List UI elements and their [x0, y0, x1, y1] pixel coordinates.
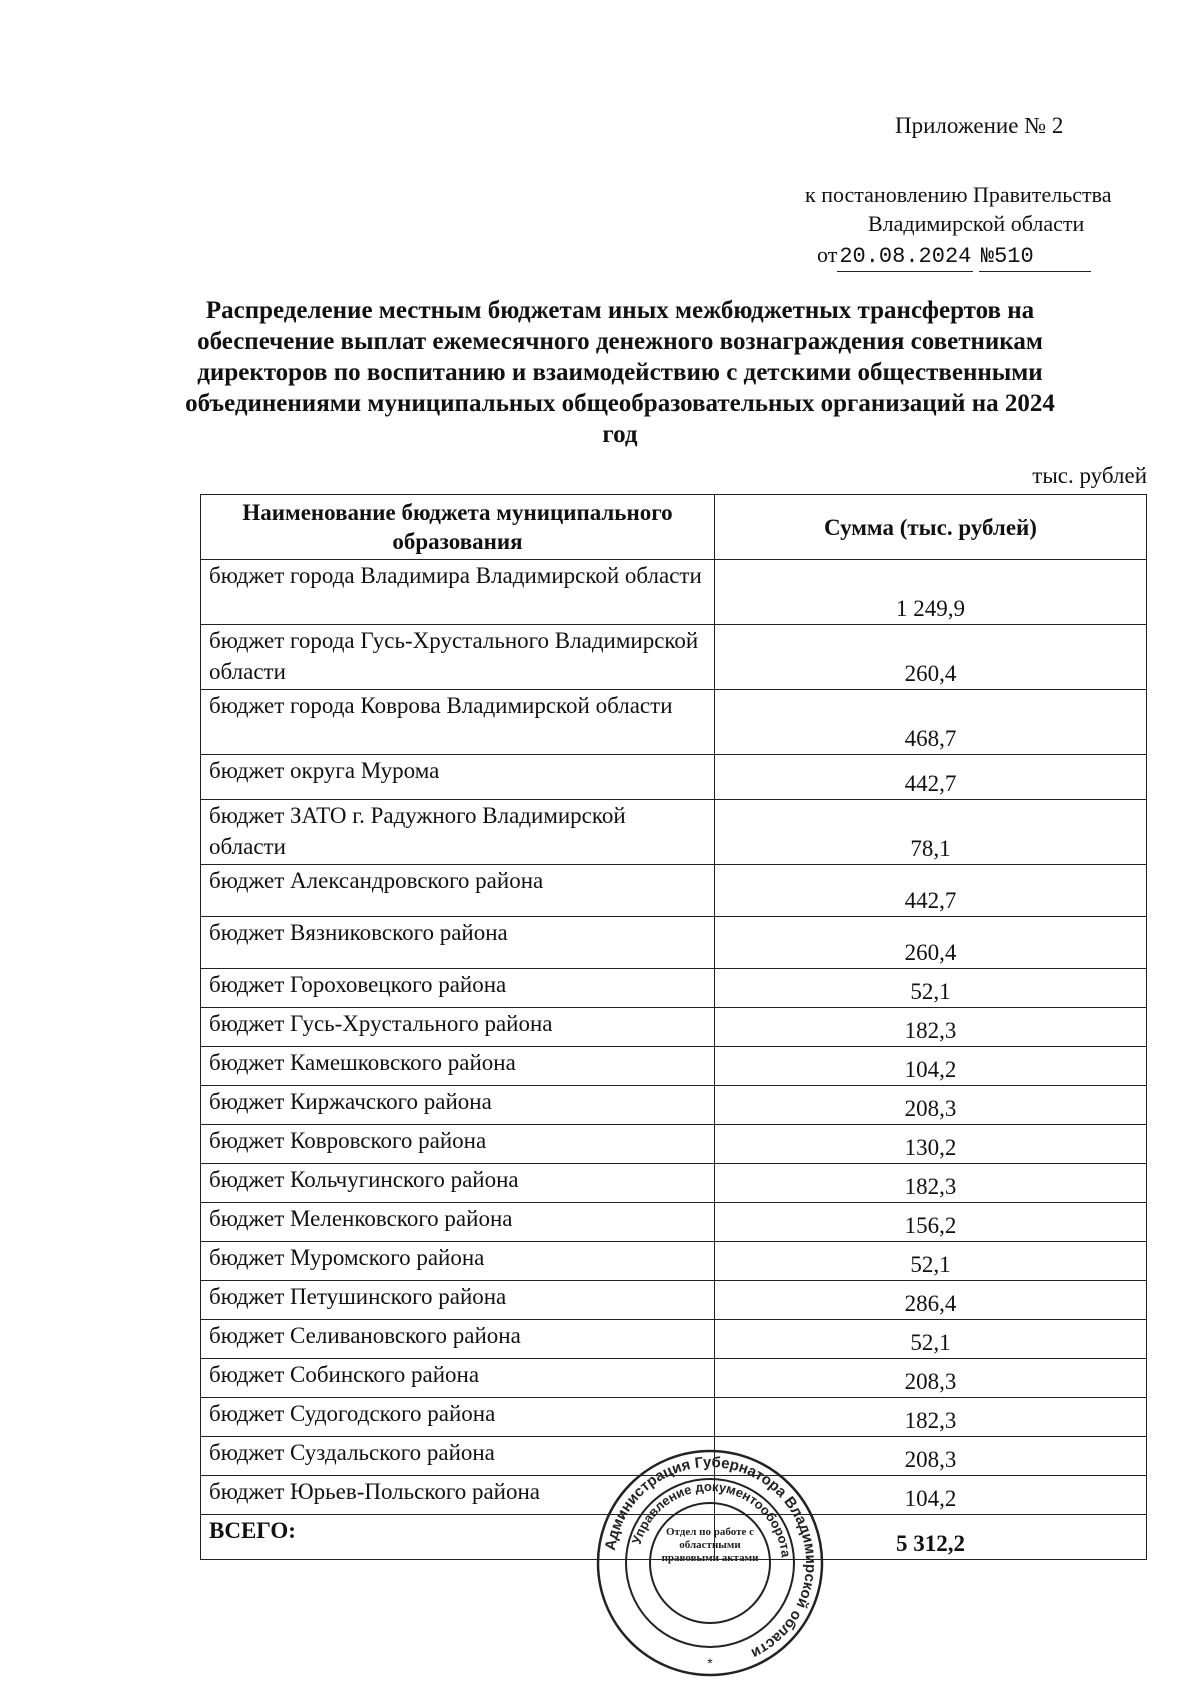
- budget-amount: 468,7: [715, 690, 1147, 755]
- table-row: [201, 865, 1147, 917]
- budget-amount: 260,4: [715, 917, 1147, 969]
- table-row: [201, 1203, 1147, 1242]
- decree-number-field: [979, 242, 1091, 272]
- table-row: [201, 1047, 1147, 1086]
- decree-reference: [805, 180, 1145, 272]
- stamp-outer-text: Администрация Губернатора Владимирской области: [601, 1453, 820, 1662]
- budget-name: бюджет округа Мурома: [201, 755, 715, 800]
- budget-name: бюджет Вязниковского района: [201, 917, 715, 969]
- official-stamp: [595, 1448, 825, 1678]
- budget-name: бюджет Гусь-Хрустального района: [201, 1008, 715, 1047]
- budget-amount: 286,4: [715, 1281, 1147, 1320]
- budget-name: бюджет города Гусь-Хрустального Владимирской области: [201, 625, 715, 690]
- column-header-name: Наименование бюджета муниципального образования: [201, 495, 715, 560]
- table-row: [201, 969, 1147, 1008]
- total-label: ВСЕГО:: [201, 1515, 715, 1560]
- budget-amount: 182,3: [715, 1398, 1147, 1437]
- budget-amount: 130,2: [715, 1125, 1147, 1164]
- decree-date: 20.08.2024: [837, 242, 973, 272]
- budget-amount: 182,3: [715, 1008, 1147, 1047]
- appendix-title: Приложение № 2: [895, 113, 1064, 138]
- budget-name: бюджет Гороховецкого района: [201, 969, 715, 1008]
- budget-amount: 208,3: [715, 1359, 1147, 1398]
- budget-name: бюджет Собинского района: [201, 1359, 715, 1398]
- table-row: [201, 560, 1147, 625]
- table-row: [201, 1086, 1147, 1125]
- decree-number-label: №: [980, 244, 995, 269]
- table-row: [201, 1242, 1147, 1281]
- column-header-amount: Сумма (тыс. рублей): [715, 495, 1147, 560]
- budget-name: бюджет Меленковского района: [201, 1203, 715, 1242]
- budget-amount: 442,7: [715, 865, 1147, 917]
- budget-amount: 260,4: [715, 625, 1147, 690]
- budget-name: бюджет Селивановского района: [201, 1320, 715, 1359]
- table-row: [201, 690, 1147, 755]
- budget-amount: 208,3: [715, 1437, 1147, 1476]
- stamp-middle-text: Управление документооборота: [628, 1478, 794, 1558]
- budget-amount: 208,3: [715, 1086, 1147, 1125]
- decree-number: 510: [994, 244, 1034, 269]
- budget-name: бюджет Судогодского района: [201, 1398, 715, 1437]
- budget-name: бюджет ЗАТО г. Радужного Владимирской области: [201, 800, 715, 865]
- decree-line-1: к постановлению Правительства: [805, 182, 1112, 207]
- budget-name: бюджет города Коврова Владимирской области: [201, 690, 715, 755]
- budget-name: бюджет Ковровского района: [201, 1125, 715, 1164]
- decree-from-label: от: [817, 242, 838, 267]
- budget-name: бюджет Суздальского района: [201, 1437, 715, 1476]
- stamp-center-text: Отдел по работе с областными правовыми актами: [661, 1526, 759, 1564]
- budget-name: бюджет города Владимира Владимирской области: [201, 560, 715, 625]
- budget-amount: 52,1: [715, 1320, 1147, 1359]
- table-row: [201, 625, 1147, 690]
- budget-amount: 104,2: [715, 1476, 1147, 1515]
- budget-name: бюджет Кольчугинского района: [201, 1164, 715, 1203]
- table-row: [201, 917, 1147, 969]
- stamp-star-icon: *: [707, 1655, 713, 1671]
- table-row: [201, 1359, 1147, 1398]
- budget-name: бюджет Юрьев-Польского района: [201, 1476, 715, 1515]
- total-amount: 5 312,2: [715, 1515, 1147, 1560]
- table-row: [201, 1008, 1147, 1047]
- budget-name: бюджет Киржачского района: [201, 1086, 715, 1125]
- budget-table: [200, 494, 1147, 1560]
- budget-name: бюджет Муромского района: [201, 1242, 715, 1281]
- decree-date-number: [817, 240, 1145, 272]
- table-row: [201, 1281, 1147, 1320]
- budget-name: бюджет Камешковского района: [201, 1047, 715, 1086]
- budget-amount: 182,3: [715, 1164, 1147, 1203]
- document-title: Распределение местным бюджетам иных межбюджетных трансфертов на обеспечение выплат ежемесячного денежного вознаграждения советникам директоров по воспитанию и взаимодействию с детскими общественными объединениями муниципальных общеобразовательных организаций на 2024 год: [185, 297, 1055, 448]
- budget-amount: 78,1: [715, 800, 1147, 865]
- budget-name: бюджет Петушинского района: [201, 1281, 715, 1320]
- budget-amount: 104,2: [715, 1047, 1147, 1086]
- budget-amount: 52,1: [715, 969, 1147, 1008]
- decree-line-2: Владимирской области: [868, 211, 1085, 236]
- table-row: [201, 1125, 1147, 1164]
- table-row: [201, 800, 1147, 865]
- table-row: [201, 1398, 1147, 1437]
- table-header-row: [201, 495, 1147, 560]
- table-row: [201, 1320, 1147, 1359]
- budget-name: бюджет Александровского района: [201, 865, 715, 917]
- unit-label: тыс. рублей: [1032, 463, 1147, 488]
- table-row: [201, 755, 1147, 800]
- budget-amount: 52,1: [715, 1242, 1147, 1281]
- budget-amount: 1 249,9: [715, 560, 1147, 625]
- budget-amount: 442,7: [715, 755, 1147, 800]
- table-row: [201, 1164, 1147, 1203]
- budget-amount: 156,2: [715, 1203, 1147, 1242]
